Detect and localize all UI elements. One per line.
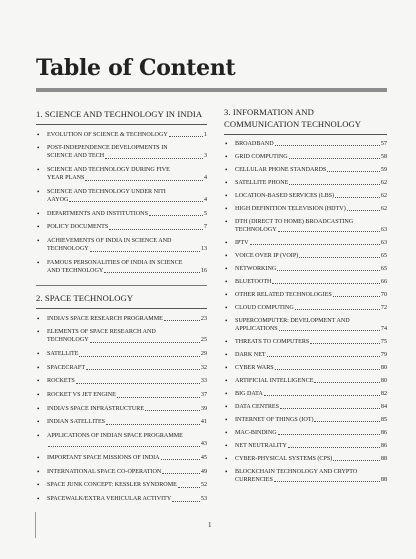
toc-entry-row [47,481,207,489]
toc-entry [224,278,387,286]
bullet-icon: • [37,187,40,196]
toc-entry-first-line: SCIENCE AND TECHNOLOGY UNDER NITI [47,188,166,195]
toc-entry [224,179,387,187]
toc-entry-page: 43 [200,441,207,448]
bullet-icon: • [225,178,228,187]
dot-leader [117,397,200,398]
toc-entry-page: 59 [380,166,387,173]
toc-entry-page: 62 [380,179,387,186]
bullet-icon: • [225,337,228,346]
toc-entry-label: LOCATION-BASED SERVICES (LBS) [235,192,335,199]
toc-entry-row [235,140,387,148]
toc-entry-label: INDIA'S SPACE RESEARCH PROGRAMME [47,315,163,322]
toc-entry-page: 80 [380,377,387,384]
section-1-list [36,131,207,275]
toc-entry-label: INDIA'S SPACE INFRASTRUCTURE [47,405,145,412]
dot-leader [105,158,203,159]
toc-entry [36,481,207,489]
toc-entry-label: VOICE OVER IP (VOIP) [235,252,299,259]
bullet-icon: • [37,453,40,462]
bullet-icon: • [225,277,228,286]
title-underline [36,88,387,92]
dot-leader [289,158,380,159]
dot-leader [314,382,379,383]
toc-entry-row [47,377,207,385]
bullet-icon: • [225,415,228,424]
toc-entry-page: 4 [203,175,207,182]
page-number: 1 [208,521,212,529]
toc-entry-label: OTHER RELATED TECHNOLOGIES [235,291,332,298]
toc-entry-label: BLUETOOTH [235,278,272,285]
toc-entry-row [235,252,387,260]
toc-entry-row [47,196,207,204]
toc-entry [36,377,207,385]
toc-entry-page: 32 [200,364,207,371]
toc-entry-row [47,223,207,231]
toc-entry-page: 86 [380,442,387,449]
toc-entry [36,328,207,344]
toc-entry-row [47,210,207,218]
toc-entry-row [235,265,387,273]
toc-entry-page: 37 [200,392,207,399]
right-column [224,100,387,489]
toc-entry-label: ROCKET VS JET ENGINE [47,392,116,399]
toc-entry-row [235,455,387,463]
toc-entry-page: 57 [380,140,387,147]
toc-entry-label: SATELLITE [47,351,79,358]
dot-leader [86,369,200,370]
toc-entry-row [235,442,387,450]
toc-entry-page: 63 [380,239,387,246]
dot-leader [277,270,380,271]
dot-leader [90,251,200,252]
toc-entry-label: DEPARTMENTS AND INSTITUTIONS [47,210,148,217]
toc-entry [36,364,207,372]
toc-entry-label: CLOUD COMPUTING [235,304,294,311]
toc-entry-first-line: BLOCKCHAIN TECHNOLOGY AND CRYPTO [235,468,358,475]
toc-entry [224,192,387,200]
toc-entry [224,442,387,450]
dot-leader [149,215,203,216]
toc-entry-page: 53 [200,496,207,502]
toc-entry-page: 70 [380,291,387,298]
toc-entry [224,153,387,161]
toc-entry [224,291,387,299]
toc-entry-page: 82 [380,390,387,397]
bullet-icon: • [37,404,40,413]
dot-leader [288,447,380,448]
dot-leader [314,421,379,422]
bullet-icon: • [37,495,40,503]
dot-leader [278,231,380,232]
section-2-list [36,315,207,504]
toc-entry-row [47,174,207,182]
toc-entry-page: 65 [380,265,387,272]
toc-entry-row [235,476,387,484]
toc-entry-page: 29 [200,351,207,358]
dot-leader [161,459,200,460]
toc-entry [224,403,387,411]
toc-entry [224,390,387,398]
toc-entry-label: DARK NET [235,351,266,358]
section-heading-3-line1: 3. INFORMATION AND [224,107,314,117]
toc-entry-page: 88 [380,476,387,483]
bullet-icon: • [37,432,40,441]
toc-entry [36,432,207,448]
toc-entry [224,429,387,437]
toc-entry [224,455,387,463]
bullet-icon: • [225,441,228,450]
toc-entry-label: SPACE JUNK CONCEPT: KESSLER SYNDROME [47,482,177,489]
toc-entry-label: CYBER WARS [235,364,274,371]
toc-entry-page: 49 [200,468,207,475]
dot-leader [275,369,380,370]
toc-entry-label: NET NEUTRALITY [235,442,287,449]
bullet-icon: • [37,391,40,400]
bullet-icon: • [37,209,40,218]
toc-entry-row [235,166,387,174]
toc-entry-page: 62 [380,192,387,199]
dot-leader [347,210,380,211]
toc-entry-label: DATA CENTRES [235,403,280,410]
toc-entry-label: ARTIFICIAL INTELLIGENCE [235,377,314,384]
toc-entry [224,218,387,234]
bullet-icon: • [37,363,40,372]
dot-leader [279,330,380,331]
bullet-icon: • [225,264,228,273]
toc-entry [224,304,387,312]
toc-entry-label: SATELLITE PHONE [235,179,289,186]
toc-entry-page: 52 [200,482,207,489]
dot-leader [264,395,380,396]
toc-entry-row [235,291,387,299]
toc-entry-label: IPTV [235,239,249,246]
dot-leader [274,481,380,482]
bullet-icon: • [225,363,228,372]
bullet-icon: • [225,204,228,213]
toc-entry-label: BROADBAND [235,140,274,147]
bullet-icon: • [37,223,40,232]
toc-entry [224,252,387,260]
section-3-list [224,140,387,484]
section-heading-3-line2: COMMUNICATION TECHNOLOGY [224,119,362,129]
dot-leader [104,272,200,273]
bullet-icon: • [225,290,228,299]
dot-leader [333,460,380,461]
toc-entry-row [47,245,207,253]
toc-entry-row [235,390,387,398]
left-column [36,100,207,509]
toc-entry-row [235,179,387,187]
toc-entry-label: IMPORTANT SPACE MISSIONS OF INDIA [47,454,160,461]
toc-entry [224,166,387,174]
bullet-icon: • [37,481,40,490]
bullet-icon: • [225,251,228,260]
toc-entry-page: 66 [380,278,387,285]
toc-entry-first-line: POST-INDEPENDENCE DEVELOPMENTS IN [47,145,168,152]
toc-entry [224,468,387,484]
toc-entry [36,405,207,413]
toc-entry [224,338,387,346]
toc-entry [224,265,387,273]
dot-leader [178,487,200,488]
toc-entry-row [47,131,207,139]
toc-entry-page: 85 [380,416,387,423]
toc-entry-row [235,239,387,247]
bullet-icon: • [37,144,40,153]
toc-entry [36,350,207,358]
bullet-icon: • [225,139,228,148]
toc-entry [36,166,207,182]
toc-entry-row [235,205,387,213]
toc-entry-label: BIG DATA [235,390,263,397]
bullet-icon: • [225,389,228,398]
toc-entry [36,391,207,399]
toc-entry-page: 72 [380,304,387,311]
dot-leader [250,244,380,245]
bullet-icon: • [225,217,228,226]
toc-entry [36,315,207,323]
bullet-icon: • [225,428,228,437]
toc-entry-first-line: DTH (DIRECT TO HOME) BROADCASTING [235,218,354,225]
dot-leader [172,501,200,502]
dot-leader [76,383,200,384]
toc-entry-page: 88 [380,455,387,462]
toc-entry-row [47,454,207,462]
toc-entry-page: 58 [380,153,387,160]
toc-entry-page: 63 [380,226,387,233]
toc-entry-row [47,418,207,426]
dot-leader [164,320,200,321]
toc-entry [36,188,207,204]
toc-entry-first-line: SCIENCE AND TECHNOLOGY DURING FIVE [47,167,170,174]
bullet-icon: • [37,467,40,476]
toc-entry-row [47,391,207,399]
section-heading-1: 1. SCIENCE AND TECHNOLOGY IN INDIA [36,100,207,125]
dot-leader [79,356,199,357]
toc-entry-page: 79 [380,351,387,358]
dot-leader [327,171,380,172]
dot-leader [169,136,203,137]
toc-entry-row [235,304,387,312]
toc-entry [36,237,207,253]
toc-entry [36,468,207,476]
toc-entry-page: 41 [200,419,207,426]
toc-entry-label: MAC-BINDING [235,429,277,436]
toc-entry-label: GRID COMPUTING [235,153,288,160]
bullet-icon: • [37,130,40,139]
dot-leader [106,424,200,425]
toc-entry-row [235,338,387,346]
toc-entry-label: INDIAN SATELLITES [47,419,106,426]
toc-entry-label: SPACECRAFT [47,364,86,371]
toc-entry-page: 75 [380,338,387,345]
bullet-icon: • [37,328,40,337]
toc-entry-row [47,468,207,476]
bullet-icon: • [37,237,40,245]
toc-entry-row [47,336,207,344]
toc-entry-page: 7 [203,224,207,231]
toc-entry [36,223,207,231]
toc-entry-page: 23 [200,315,207,322]
toc-entry-page: 16 [200,267,207,274]
dot-leader [275,145,380,146]
toc-entry-row [235,351,387,359]
dot-leader [162,473,200,474]
toc-entry-label: EVOLUTION OF SCIENCE & TECHNOLOGY [47,131,168,138]
bullet-icon: • [37,350,40,359]
bullet-icon: • [225,316,228,325]
dot-leader [90,342,200,343]
section-heading-3 [224,100,387,135]
dot-leader [109,229,203,230]
toc-entry [224,205,387,213]
toc-entry-row [235,325,387,333]
bullet-icon: • [225,402,228,411]
toc-entry-page: 1 [203,131,207,138]
toc-entry [36,144,207,160]
bullet-icon: • [37,418,40,427]
toc-entry-label: CYBER-PHYSICAL SYSTEMS (CPS) [235,455,333,462]
toc-entry-page: 33 [200,378,207,385]
toc-entry-label: SCIENCE AND TECH [47,153,105,160]
bullet-icon: • [37,166,40,175]
bullet-icon: • [225,303,228,312]
toc-entry-page: 5 [203,210,207,217]
dot-leader [145,410,200,411]
toc-entry-row [47,152,207,160]
toc-entry-page: 65 [380,252,387,259]
toc-entry [36,454,207,462]
toc-entry-page: 45 [200,454,207,461]
dot-leader [85,180,203,181]
toc-entry-row [47,405,207,413]
toc-entry-row [235,416,387,424]
toc-entry [224,416,387,424]
toc-entry-first-line: FAMOUS PERSONALITIES OF INDIA IN SCIENCE [47,259,183,266]
bullet-icon: • [37,314,40,323]
toc-entry [36,210,207,218]
toc-entry-page: 80 [380,364,387,371]
toc-entry-page: 74 [380,325,387,332]
toc-entry-first-line: ELEMENTS OF SPACE RESEARCH AND [47,329,156,336]
toc-entry-row [235,429,387,437]
toc-entry-page: 13 [200,246,207,253]
toc-entry [224,317,387,333]
toc-entry-page: 62 [380,205,387,212]
toc-entry-label: THREATS TO COMPUTERS [235,338,310,345]
dot-leader [278,434,380,435]
section-heading-2: 2. SPACE TECHNOLOGY [36,285,207,309]
toc-entry-label: TECHNOLOGY [47,337,89,344]
dot-leader [299,257,380,258]
toc-entry [36,418,207,426]
toc-entry-label: CURRENCIES [235,476,273,483]
bullet-icon: • [225,238,228,247]
toc-entry-label: ROCKETS [47,378,75,385]
bullet-icon: • [225,152,228,161]
bullet-icon: • [225,376,228,385]
toc-entry-first-line: APPLICATIONS OF INDIAN SPACE PROGRAMME [47,433,183,440]
toc-entry-row [235,278,387,286]
bullet-icon: • [225,350,228,359]
toc-entry-row [47,440,207,448]
dot-leader [48,446,200,447]
toc-entry-row [47,315,207,323]
page-title: Table of Content [36,55,236,81]
toc-entry-label: INTERNET OF THINGS (IOT) [235,416,314,423]
toc-entry-page: 3 [203,153,207,160]
dot-leader [310,343,380,344]
toc-entry-row [47,364,207,372]
toc-entry-page: 86 [380,429,387,436]
toc-entry [36,259,207,275]
bullet-icon: • [225,165,228,174]
toc-entry [224,140,387,148]
toc-entry-page: 4 [203,196,207,203]
toc-entry-label: AAYOG [47,196,69,203]
toc-entry-label: SPACEWALK/EXTRA VEHICULAR ACTIVITY [47,496,172,502]
toc-entry [36,495,207,503]
dot-leader [272,283,379,284]
toc-entry-label: YEAR PLANS [47,175,85,182]
dot-leader [289,184,380,185]
toc-entry-label: HIGH DEFINITION TELEVISION (HDTV) [235,205,346,212]
dot-leader [295,309,380,310]
toc-entry [224,364,387,372]
toc-entry-row [235,192,387,200]
toc-entry-row [47,350,207,358]
toc-entry [224,351,387,359]
toc-entry-page: 39 [200,405,207,412]
dot-leader [335,197,380,198]
dot-leader [267,356,380,357]
toc-entry-label: INTERNATIONAL SPACE CO-OPERATION [47,468,162,475]
toc-entry-page: 25 [200,337,207,344]
toc-entry-page: 84 [380,403,387,410]
toc-entry-row [47,495,207,503]
toc-entry [224,377,387,385]
toc-entry-row [235,153,387,161]
margin-mark [35,512,38,538]
dot-leader [69,201,203,202]
toc-entry-label: NETWORKING [235,265,277,272]
toc-entry [224,239,387,247]
toc-entry-row [235,226,387,234]
toc-entry-row [47,267,207,275]
toc-entry-label: POLICY DOCUMENTS [47,224,109,231]
toc-entry-row [235,377,387,385]
bullet-icon: • [37,377,40,386]
dot-leader [280,408,380,409]
toc-entry-label: APPLICATIONS [235,325,278,332]
toc-entry-row [235,403,387,411]
bullet-icon: • [225,467,228,476]
bullet-icon: • [37,258,40,267]
toc-entry-label: TECHNOLOGY [47,246,89,253]
bullet-icon: • [225,454,228,463]
toc-entry-label: TECHNOLOGY [235,226,277,233]
toc-entry [36,131,207,139]
bullet-icon: • [225,191,228,200]
toc-entry-first-line: ACHIEVEMENTS OF INDIA IN SCIENCE AND [47,238,172,244]
toc-entry-first-line: SUPERCOMPUTER: DEVELOPMENT AND [235,317,350,324]
toc-entry-label: CELLULAR PHONE STANDARDS [235,166,327,173]
toc-entry-label: AND TECHNOLOGY [47,267,104,274]
dot-leader [333,296,380,297]
toc-entry-row [235,364,387,372]
